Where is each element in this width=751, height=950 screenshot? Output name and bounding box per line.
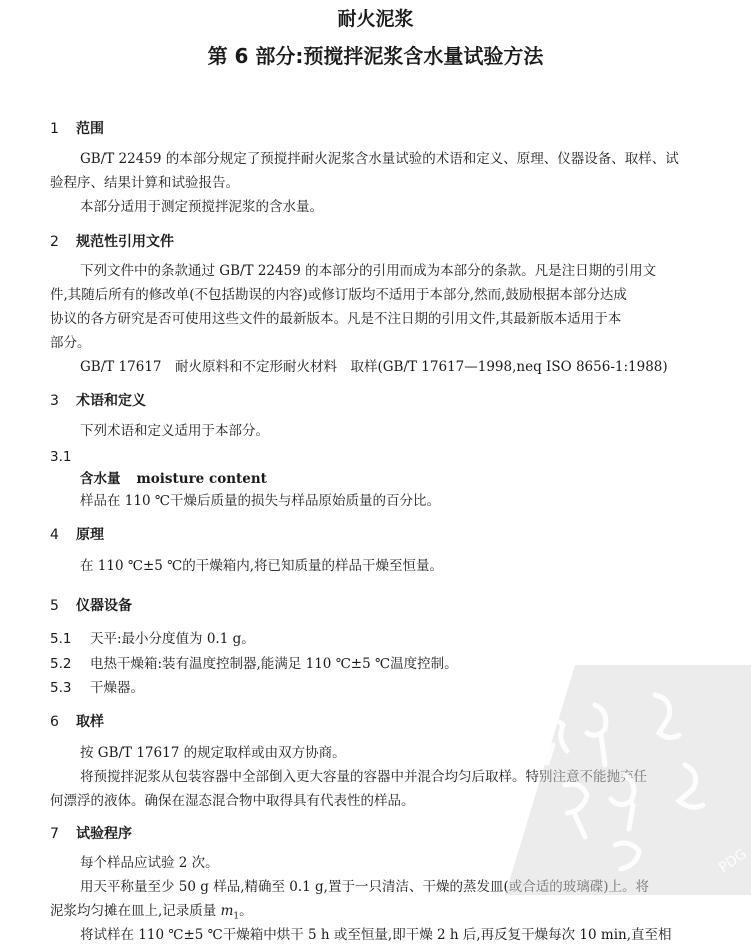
- paragraph-line: 用天平称量至少 50 g 样品,精确至 0.1 g,置于一只清洁、干燥的蒸发皿(或合适的玻璃碟)上。将: [80, 879, 650, 895]
- section-3-heading: [50, 390, 146, 410]
- paragraph-line: 何漂浮的液体。确保在湿态混合物中取得具有代表性的样品。: [50, 793, 415, 809]
- paragraph-line: GB/T 22459 的本部分规定了预搅拌耐火泥浆含水量试验的术语和定义、原理、仪器设备、取样、试: [80, 151, 679, 167]
- term-chinese: 含水量: [80, 471, 121, 487]
- section-number: 4: [50, 527, 59, 543]
- section-title: 范围: [76, 121, 104, 137]
- watermark-text: PDG: [716, 845, 750, 877]
- subclause-number: 3.1: [50, 449, 72, 465]
- paragraph-line: 部分。: [50, 335, 91, 351]
- list-item: [50, 676, 144, 696]
- section-title: 术语和定义: [76, 393, 146, 409]
- paragraph-line: 按 GB/T 17617 的规定取样或由双方协商。: [80, 745, 346, 761]
- section-1-heading: [50, 118, 104, 138]
- paragraph-line: 将预搅拌泥浆从包装容器中全部倒入更大容量的容器中并混合均匀后取样。特别注意不能抛弃任: [80, 769, 647, 785]
- section-5-heading: [50, 595, 132, 615]
- paragraph-line: 验程序、结果计算和试验报告。: [50, 175, 239, 191]
- section-4-heading: [50, 524, 104, 544]
- paragraph-line: 将试样在 110 ℃±5 ℃干燥箱中烘干 5 h 或至恒量,即干燥 2 h 后,再反复干燥每次 10 min,直至相: [80, 927, 672, 943]
- section-number: 3: [50, 393, 59, 409]
- section-title: 仪器设备: [76, 598, 132, 614]
- list-item: [50, 627, 255, 647]
- watermark-stamp: [505, 665, 751, 895]
- section-7-heading: [50, 823, 132, 843]
- paragraph-line: 每个样品应试验 2 次。: [80, 855, 219, 871]
- section-number: 6: [50, 714, 59, 730]
- section-title: 试验程序: [76, 826, 132, 842]
- item-number: 5.2: [50, 656, 72, 672]
- item-text: 电热干燥箱:装有温度控制器,能满足 110 ℃±5 ℃温度控制。: [90, 656, 458, 672]
- math-symbol: m: [220, 903, 234, 919]
- paragraph-line: 下列文件中的条款通过 GB/T 22459 的本部分的引用而成为本部分的条款。凡是注日期的引用文: [80, 263, 657, 279]
- item-number: 5.3: [50, 680, 72, 696]
- item-number: 5.1: [50, 631, 72, 647]
- section-6-heading: [50, 711, 104, 731]
- item-text: 天平:最小分度值为 0.1 g。: [90, 631, 255, 647]
- document-title: 耐火泥浆: [337, 8, 414, 30]
- term-english: moisture content: [136, 471, 267, 487]
- paragraph-line: 下列术语和定义适用于本部分。: [80, 423, 269, 439]
- paragraph-line: 本部分适用于测定预搅拌泥浆的含水量。: [80, 199, 323, 215]
- list-item: [50, 652, 458, 672]
- section-number: 5: [50, 598, 59, 614]
- section-title: 取样: [76, 714, 104, 730]
- paragraph-line: 协议的各方研究是否可使用这些文件的最新版本。凡是不注日期的引用文件,其最新版本适用于本: [50, 311, 622, 327]
- line-text: 泥浆均匀摊在皿上,记录质量: [50, 903, 221, 919]
- paragraph-line: 在 110 ℃±5 ℃的干燥箱内,将已知质量的样品干燥至恒量。: [80, 558, 444, 574]
- line-text: 。: [239, 903, 253, 919]
- section-2-heading: [50, 231, 174, 251]
- item-text: 干燥器。: [90, 680, 144, 696]
- paragraph-line: 件,其随后所有的修改单(不包括勘误的内容)或修订版均不适用于本部分,然而,鼓励根据本部分达成: [50, 287, 627, 303]
- section-number: 7: [50, 826, 59, 842]
- section-number: 1: [50, 121, 59, 137]
- section-title: 规范性引用文件: [76, 234, 174, 250]
- section-title: 原理: [76, 527, 104, 543]
- math-subscript: 1: [233, 911, 240, 922]
- section-number: 2: [50, 234, 59, 250]
- term-definition: 样品在 110 ℃干燥后质量的损失与样品原始质量的百分比。: [80, 493, 440, 509]
- document-subtitle: 第 6 部分:预搅拌泥浆含水量试验方法: [207, 44, 544, 68]
- normative-reference: GB/T 17617 耐火原料和不定形耐火材料 取样(GB/T 17617—1998,neq ISO 8656-1:1988): [80, 359, 668, 375]
